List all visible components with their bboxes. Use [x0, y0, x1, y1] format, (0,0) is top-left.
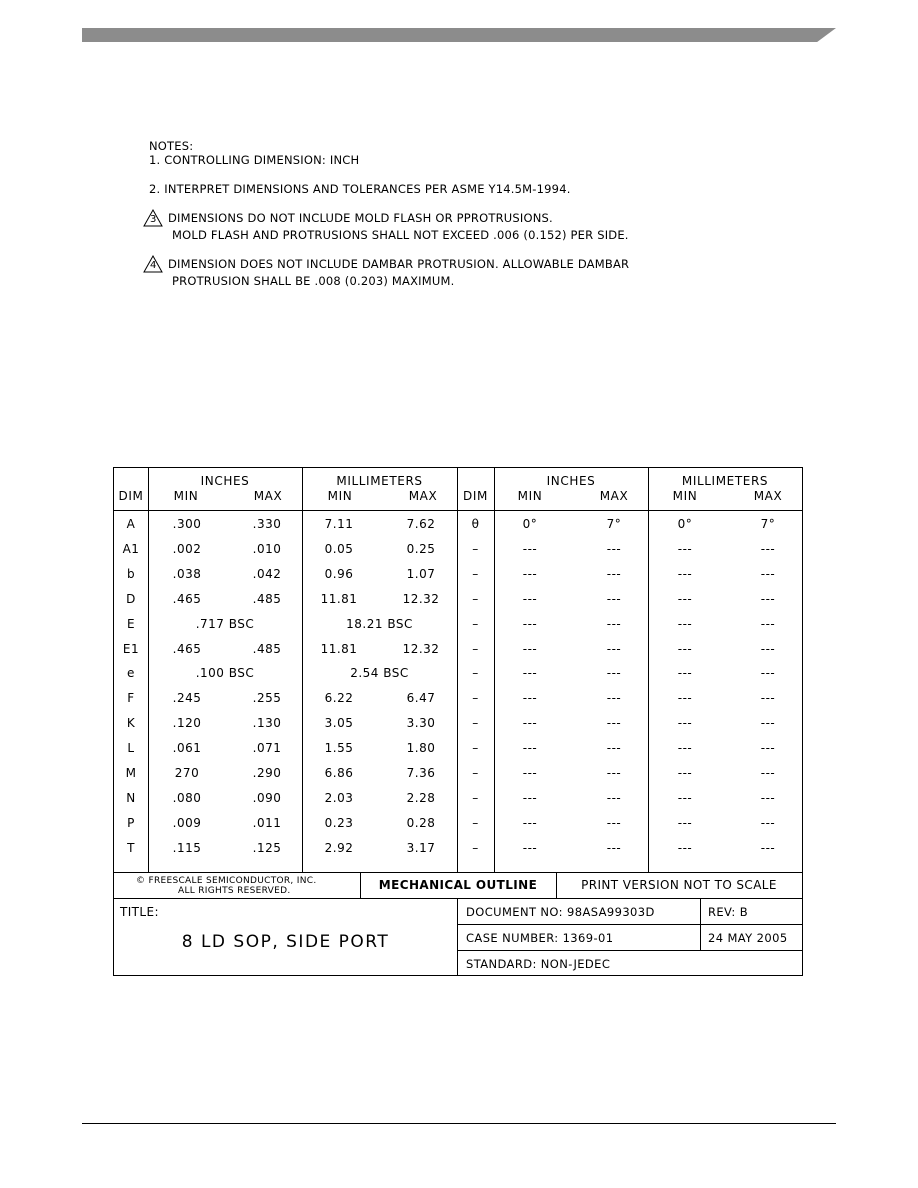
mm-max-cell: 2.28	[406, 791, 436, 805]
mm-bsc-cell: 2.54 BSC	[350, 666, 409, 680]
notes-heading: NOTES:	[149, 139, 194, 153]
inch-bsc-cell: .100 BSC	[195, 666, 255, 680]
inch-min-cell: 0°	[522, 517, 538, 531]
footer-rule	[82, 1123, 836, 1124]
dim-cell: D	[126, 592, 136, 606]
standard: STANDARD: NON-JEDEC	[466, 957, 611, 971]
mm-max-cell: ---	[760, 617, 776, 631]
dim-cell: –	[472, 617, 479, 631]
inch-min-cell: 270	[174, 766, 200, 780]
note-3-line-1: DIMENSIONS DO NOT INCLUDE MOLD FLASH OR PPROTRUSIONS.	[168, 211, 553, 225]
mm-min-cell: 2.92	[324, 841, 354, 855]
inch-min-cell: .465	[172, 642, 202, 656]
inch-max-cell: .130	[252, 716, 282, 730]
inch-min-cell: ---	[522, 816, 538, 830]
dim-cell: –	[472, 567, 479, 581]
mm-max-cell: 0.28	[406, 816, 436, 830]
inch-min-cell: .080	[172, 791, 202, 805]
mm-min-cell: ---	[677, 791, 693, 805]
mm-min-cell: ---	[677, 642, 693, 656]
mm-max-cell: 6.47	[406, 691, 436, 705]
inch-max-cell: ---	[606, 691, 622, 705]
header-mm-left: MILLIMETERS	[336, 474, 423, 488]
inch-min-cell: ---	[522, 791, 538, 805]
header-dim-left: DIM	[118, 489, 144, 503]
dim-cell: –	[472, 766, 479, 780]
inch-min-cell: .465	[172, 592, 202, 606]
dim-cell: –	[472, 691, 479, 705]
header-bar	[82, 28, 836, 42]
inch-min-cell: ---	[522, 567, 538, 581]
inch-max-cell: ---	[606, 617, 622, 631]
drawing-title: 8 LD SOP, SIDE PORT	[181, 932, 390, 952]
inch-min-cell: ---	[522, 642, 538, 656]
dim-cell: –	[472, 816, 479, 830]
title-label: TITLE:	[120, 905, 159, 919]
mm-min-cell: 11.81	[320, 592, 358, 606]
inch-max-cell: .485	[252, 592, 282, 606]
header-mm-right: MILLIMETERS	[681, 474, 769, 488]
copyright-line-2: ALL RIGHTS RESERVED.	[178, 886, 291, 896]
dim-cell: –	[472, 791, 479, 805]
document-number: DOCUMENT NO: 98ASA99303D	[466, 905, 655, 919]
note-1: 1. CONTROLLING DIMENSION: INCH	[149, 153, 360, 167]
inch-max-cell: .255	[252, 691, 282, 705]
dim-cell: F	[127, 691, 135, 705]
mm-min-cell: 1.55	[324, 741, 354, 755]
mm-max-cell: ---	[760, 716, 776, 730]
header-min-right-mm: MIN	[672, 489, 698, 503]
note-4-line-1: DIMENSION DOES NOT INCLUDE DAMBAR PROTRUSION. ALLOWABLE DAMBAR	[168, 257, 630, 271]
mm-min-cell: ---	[677, 542, 693, 556]
mm-min-cell: 0.05	[324, 542, 354, 556]
mm-min-cell: ---	[677, 691, 693, 705]
inch-min-cell: .038	[172, 567, 202, 581]
dim-cell: –	[472, 716, 479, 730]
mm-max-cell: 7°	[760, 517, 776, 531]
mm-min-cell: ---	[677, 567, 693, 581]
inch-min-cell: ---	[522, 617, 538, 631]
header-inches-right: INCHES	[546, 474, 596, 488]
dim-cell: N	[126, 791, 136, 805]
mm-min-cell: ---	[677, 617, 693, 631]
inch-max-cell: .090	[252, 791, 282, 805]
inch-min-cell: .061	[172, 741, 202, 755]
mm-min-cell: ---	[677, 816, 693, 830]
inch-min-cell: ---	[522, 592, 538, 606]
dim-cell: –	[472, 666, 479, 680]
mm-min-cell: 6.86	[324, 766, 354, 780]
header-dim-right: DIM	[463, 489, 488, 503]
mm-max-cell: 0.25	[406, 542, 436, 556]
revision: REV: B	[708, 905, 749, 919]
note-2: 2. INTERPRET DIMENSIONS AND TOLERANCES PER ASME Y14.5M-1994.	[149, 182, 571, 196]
inch-min-cell: ---	[522, 841, 538, 855]
inch-min-cell: ---	[522, 691, 538, 705]
mm-max-cell: ---	[760, 642, 776, 656]
mm-max-cell: ---	[760, 741, 776, 755]
mm-max-cell: ---	[760, 766, 776, 780]
header-max-left-mm: MAX	[408, 489, 438, 503]
inch-max-cell: .125	[252, 841, 282, 855]
inch-max-cell: ---	[606, 592, 622, 606]
header-max-right-in: MAX	[599, 489, 629, 503]
mm-min-cell: 6.22	[324, 691, 354, 705]
inch-max-cell: ---	[606, 841, 622, 855]
mm-max-cell: 1.07	[406, 567, 436, 581]
mechanical-outline-label: MECHANICAL OUTLINE	[378, 878, 538, 892]
dim-cell: T	[127, 841, 135, 855]
inch-min-cell: .120	[172, 716, 202, 730]
inch-max-cell: .042	[252, 567, 282, 581]
note-4-number: 4	[150, 260, 157, 271]
inch-max-cell: ---	[606, 642, 622, 656]
mm-max-cell: ---	[760, 592, 776, 606]
note-4-line-2: PROTRUSION SHALL BE .008 (0.203) MAXIMUM.	[172, 274, 455, 288]
mm-min-cell: ---	[677, 741, 693, 755]
print-version-label: PRINT VERSION NOT TO SCALE	[581, 878, 777, 892]
dim-cell: L	[127, 741, 135, 755]
inch-max-cell: .290	[252, 766, 282, 780]
inch-max-cell: 7°	[606, 517, 622, 531]
header-max-left-in: MAX	[253, 489, 283, 503]
mm-min-cell: 3.05	[324, 716, 354, 730]
inch-max-cell: ---	[606, 716, 622, 730]
inch-max-cell: ---	[606, 816, 622, 830]
inch-min-cell: .115	[172, 841, 202, 855]
inch-max-cell: ---	[606, 542, 622, 556]
mm-max-cell: ---	[760, 816, 776, 830]
inch-max-cell: ---	[606, 666, 622, 680]
mm-max-cell: 7.62	[406, 517, 436, 531]
mm-min-cell: ---	[677, 766, 693, 780]
mm-max-cell: 3.17	[406, 841, 436, 855]
mm-max-cell: ---	[760, 791, 776, 805]
inch-max-cell: ---	[606, 791, 622, 805]
inch-min-cell: .245	[172, 691, 202, 705]
inch-max-cell: .010	[252, 542, 282, 556]
inch-max-cell: .071	[252, 741, 282, 755]
header-min-left-mm: MIN	[327, 489, 353, 503]
header-max-right-mm: MAX	[753, 489, 783, 503]
mm-min-cell: ---	[677, 841, 693, 855]
dim-cell: P	[127, 816, 135, 830]
mm-min-cell: 0°	[677, 517, 693, 531]
inch-min-cell: ---	[522, 741, 538, 755]
mm-min-cell: ---	[677, 666, 693, 680]
mm-min-cell: 2.03	[324, 791, 354, 805]
inch-bsc-cell: .717 BSC	[195, 617, 255, 631]
inch-min-cell: .002	[172, 542, 202, 556]
mm-min-cell: 7.11	[324, 517, 354, 531]
dim-cell: –	[472, 542, 479, 556]
mm-max-cell: ---	[760, 841, 776, 855]
mm-max-cell: ---	[760, 691, 776, 705]
inch-min-cell: ---	[522, 766, 538, 780]
mm-max-cell: 3.30	[406, 716, 436, 730]
mm-min-cell: 0.96	[324, 567, 354, 581]
note-3-line-2: MOLD FLASH AND PROTRUSIONS SHALL NOT EXCEED .006 (0.152) PER SIDE.	[172, 228, 629, 242]
inch-max-cell: .485	[252, 642, 282, 656]
dim-cell: M	[125, 766, 137, 780]
inch-min-cell: ---	[522, 716, 538, 730]
dim-cell: A	[126, 517, 136, 531]
mm-min-cell: ---	[677, 592, 693, 606]
case-number: CASE NUMBER: 1369-01	[466, 931, 614, 945]
dim-cell: θ	[471, 517, 480, 531]
mm-max-cell: ---	[760, 666, 776, 680]
dim-cell: b	[126, 567, 136, 581]
mm-max-cell: 7.36	[406, 766, 436, 780]
dim-cell: –	[472, 741, 479, 755]
dim-cell: e	[127, 666, 135, 680]
mm-min-cell: 0.23	[324, 816, 354, 830]
note-3-number: 3	[150, 214, 157, 225]
inch-max-cell: ---	[606, 741, 622, 755]
dim-cell: –	[472, 841, 479, 855]
dim-cell: K	[126, 716, 136, 730]
mm-max-cell: ---	[760, 567, 776, 581]
copyright-line-1: © FREESCALE SEMICONDUCTOR, INC.	[136, 876, 317, 886]
mm-max-cell: 12.32	[402, 642, 440, 656]
dim-cell: E	[126, 617, 136, 631]
inch-max-cell: ---	[606, 567, 622, 581]
inch-min-cell: ---	[522, 542, 538, 556]
inch-max-cell: .330	[252, 517, 282, 531]
dim-cell: –	[472, 592, 479, 606]
dimension-table-drawing	[113, 467, 803, 976]
dim-cell: E1	[122, 642, 140, 656]
mm-max-cell: ---	[760, 542, 776, 556]
header-min-right-in: MIN	[517, 489, 543, 503]
inch-min-cell: .009	[172, 816, 202, 830]
inch-max-cell: ---	[606, 766, 622, 780]
mm-max-cell: 12.32	[402, 592, 440, 606]
mm-bsc-cell: 18.21 BSC	[346, 617, 413, 631]
inch-min-cell: ---	[522, 666, 538, 680]
dim-cell: –	[472, 642, 479, 656]
mm-min-cell: 11.81	[320, 642, 358, 656]
drawing-date: 24 MAY 2005	[708, 931, 788, 945]
mm-max-cell: 1.80	[406, 741, 436, 755]
mm-min-cell: ---	[677, 716, 693, 730]
dim-cell: A1	[122, 542, 140, 556]
inch-min-cell: .300	[172, 517, 202, 531]
inch-max-cell: .011	[252, 816, 282, 830]
header-min-left-in: MIN	[173, 489, 199, 503]
header-inches-left: INCHES	[200, 474, 250, 488]
